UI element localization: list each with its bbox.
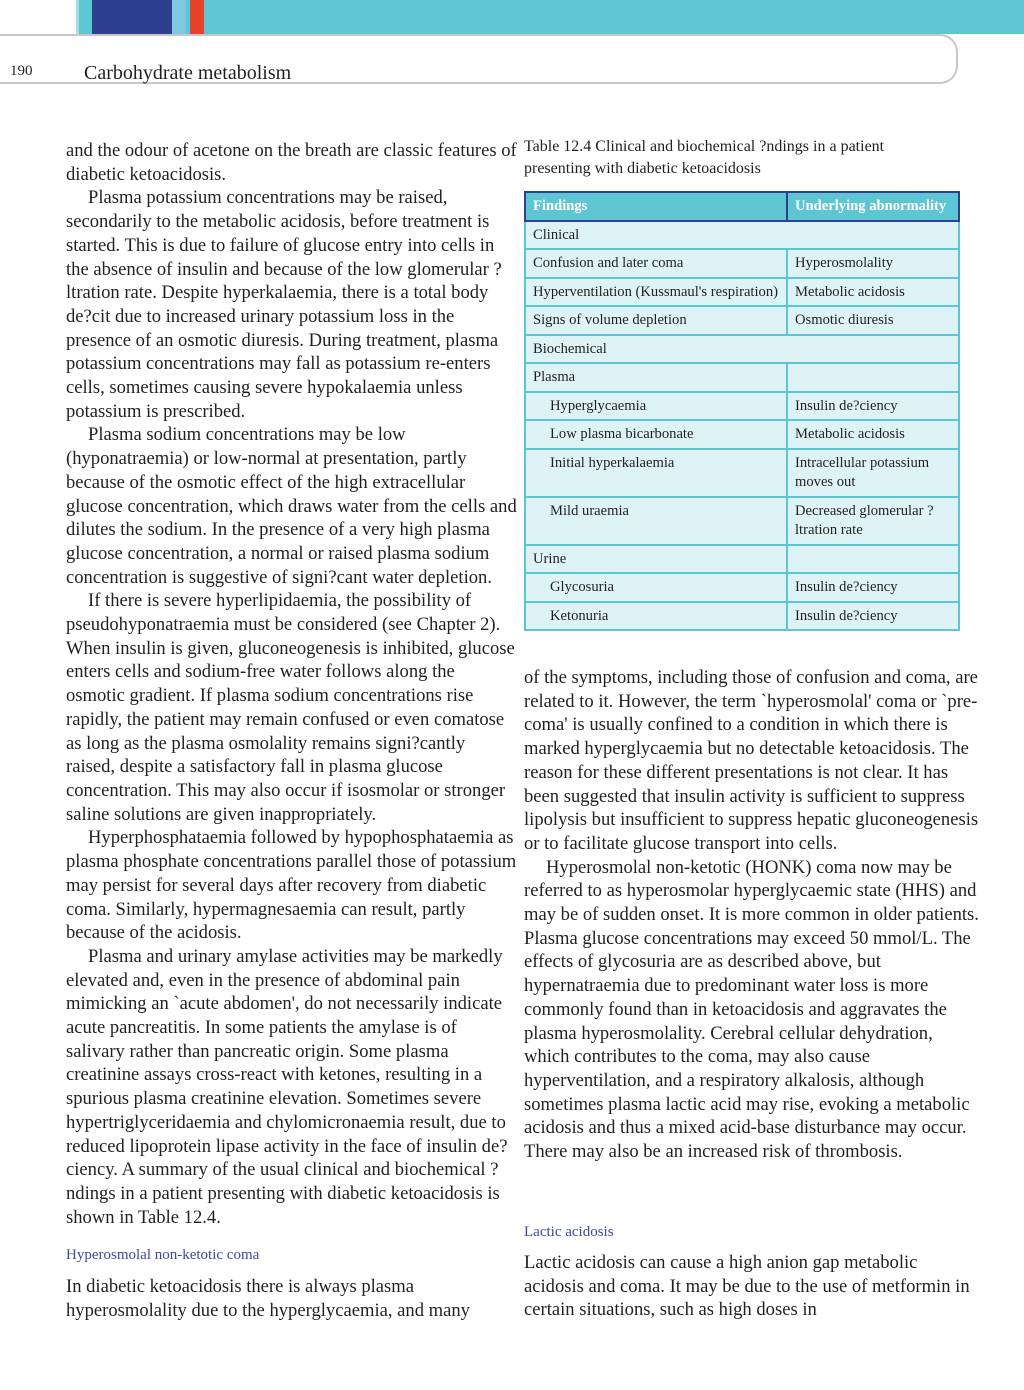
header-banner-red-block bbox=[190, 0, 204, 34]
header-banner-light-block bbox=[172, 0, 186, 34]
page-number: 190 bbox=[10, 63, 33, 79]
finding-cell: Hyperglycaemia bbox=[525, 392, 787, 421]
column-header-abnormality: Underlying abnormality bbox=[787, 192, 959, 221]
header-banner-white-block bbox=[0, 0, 76, 34]
abnormality-cell bbox=[787, 363, 959, 392]
table-header-row bbox=[525, 192, 959, 221]
section-heading-lactic-acidosis: Lactic acidosis bbox=[524, 1224, 614, 1240]
paragraph: If there is severe hyperlipidaemia, the possibility of pseudohyponatraemia must be considered (see Chapter 2). When insulin is given, gluconeogenesis is inhibited, glucose enters cells and sodium-free water follows along the osmotic gradient. If plasma sodium concentrations rise rapidly, the patient may remain confused or even comatose as long as the plasma osmolality remains signi?cantly raised, despite a satisfactory fall in plasma glucose concentration. This may also occur if isosmolar or stronger saline solutions are given inappropriately. bbox=[66, 590, 515, 825]
abnormality-cell bbox=[787, 545, 959, 574]
abnormality-cell: Metabolic acidosis bbox=[787, 420, 959, 449]
paragraph: Hyperosmolal non-ketotic (HONK) coma now may be referred to as hyperosmolar hyperglycaemic state (HHS) and may be of sudden onset. It is more common in older patients. Plasma glucose concentrations may exceed 50 mmol/L. The effects of glycosuria are as described above, but hypernatraemia due to predominant water loss is more commonly found than in ketoacidosis and aggravates the plasma hyperosmolality. Cerebral cellular dehydration, which contributes to the coma, may also cause hyperventilation, and a respiratory alkalosis, although sometimes plasma lactic acid may rise, evoking a metabolic acidosis and thus a mixed acid-base disturbance may occur. There may also be an increased risk of thrombosis. bbox=[524, 856, 979, 1163]
abnormality-cell: Intracellular potassium moves out bbox=[787, 449, 959, 497]
finding-cell: Low plasma bicarbonate bbox=[525, 420, 787, 449]
abnormality-cell: Decreased glomerular ?ltration rate bbox=[787, 497, 959, 545]
paragraph: Plasma potassium concentrations may be raised, secondarily to the metabolic acidosis, before treatment is started. This is due to failure of glucose entry into cells in the absence of insulin and because of the low glomerular ?ltration rate. Despite hyperkalaemia, there is a total body de?cit due to increased urinary potassium loss in the presence of an osmotic diuresis. During treatment, plasma potassium concentrations may fall as potassium re-enters cells, sometimes causing severe hypokalaemia unless potassium is prescribed. bbox=[66, 187, 502, 422]
header-banner-navy-block bbox=[92, 0, 172, 34]
table-row bbox=[525, 392, 959, 421]
finding-cell: Clinical bbox=[525, 221, 959, 250]
finding-cell: Confusion and later coma bbox=[525, 249, 787, 278]
table-row bbox=[525, 545, 959, 574]
table-row bbox=[525, 306, 959, 335]
finding-cell: Glycosuria bbox=[525, 573, 787, 602]
finding-cell: Hyperventilation (Kussmaul's respiration) bbox=[525, 278, 787, 307]
table-row bbox=[525, 278, 959, 307]
paragraph: Plasma sodium concentrations may be low (hyponatraemia) or low-normal at presentation, partly because of the osmotic effect of the high extracellular glucose concentration, which draws water from the cells and dilutes the sodium. In the presence of a very high plasma glucose concentration, a normal or raised plasma sodium concentration is suggestive of signi?cant water depletion. bbox=[66, 424, 517, 588]
column-header-findings: Findings bbox=[525, 192, 787, 221]
table-row bbox=[525, 420, 959, 449]
left-column-continuation bbox=[66, 1275, 518, 1322]
findings-table bbox=[524, 191, 960, 631]
paragraph: Hyperphosphataemia followed by hypophosphataemia as plasma phosphate concentrations parallel those of potassium may persist for several days after recovery from diabetic coma. Similarly, hypermagnesaemia can result, partly because of the acidosis. bbox=[66, 827, 517, 944]
finding-cell: Mild uraemia bbox=[525, 497, 787, 545]
abnormality-cell: Insulin de?ciency bbox=[787, 602, 959, 631]
right-column-continuation bbox=[524, 1251, 980, 1322]
running-head: Carbohydrate metabolism bbox=[84, 62, 292, 84]
left-column bbox=[66, 139, 518, 1229]
paragraph: In diabetic ketoacidosis there is always plasma hyperosmolality due to the hyperglycaemia, and many bbox=[66, 1276, 470, 1321]
table-row bbox=[525, 573, 959, 602]
abnormality-cell: Hyperosmolality bbox=[787, 249, 959, 278]
right-column bbox=[524, 666, 980, 1164]
paragraph: of the symptoms, including those of confusion and coma, are related to it. However, the term `hyperosmolal' coma or `pre-coma' is usually confined to a condition in which there is marked hyperglycaemia but no detectable ketoacidosis. The reason for these different presentations is not clear. It has been suggested that insulin activity is sufficient to suppress lipolysis but insufficient to suppress hepatic gluconeogenesis or to facilitate glucose transport into cells. bbox=[524, 667, 979, 854]
abnormality-cell: Insulin de?ciency bbox=[787, 573, 959, 602]
abnormality-cell: Osmotic diuresis bbox=[787, 306, 959, 335]
table-row bbox=[525, 602, 959, 631]
table-row bbox=[525, 335, 959, 364]
table-row bbox=[525, 449, 959, 497]
table-row bbox=[525, 363, 959, 392]
abnormality-cell: Metabolic acidosis bbox=[787, 278, 959, 307]
finding-cell: Urine bbox=[525, 545, 787, 574]
finding-cell: Signs of volume depletion bbox=[525, 306, 787, 335]
header-banner-stripe bbox=[76, 0, 79, 34]
paragraph: and the odour of acetone on the breath are classic features of diabetic ketoacidosis. bbox=[66, 140, 517, 185]
table-caption: Table 12.4 Clinical and biochemical ?ndings in a patient presenting with diabetic ketoacidosis bbox=[524, 138, 885, 177]
abnormality-cell: Insulin de?ciency bbox=[787, 392, 959, 421]
section-heading-hyperosmolal: Hyperosmolal non-ketotic coma bbox=[66, 1247, 260, 1263]
paragraph: Lactic acidosis can cause a high anion gap metabolic acidosis and coma. It may be due to the use of metformin in certain situations, such as high doses in bbox=[524, 1252, 970, 1321]
finding-cell: Ketonuria bbox=[525, 602, 787, 631]
table-row bbox=[525, 497, 959, 545]
table-row bbox=[525, 221, 959, 250]
finding-cell: Initial hyperkalaemia bbox=[525, 449, 787, 497]
finding-cell: Plasma bbox=[525, 363, 787, 392]
table-row bbox=[525, 249, 959, 278]
finding-cell: Biochemical bbox=[525, 335, 959, 364]
paragraph: Plasma and urinary amylase activities may be markedly elevated and, even in the presence of abdominal pain mimicking an `acute abdomen', do not necessarily indicate acute pancreatitis. In some patients the amylase is of salivary rather than pancreatic origin. Some plasma creatinine assays cross-react with ketones, resulting in a spurious plasma creatinine elevation. Sometimes severe hypertriglyceridaemia and chylomicronaemia result, due to reduced lipoprotein lipase activity in the face of insulin de?ciency. A summary of the usual clinical and biochemical ?ndings in a patient presenting with diabetic ketoacidosis is shown in Table 12.4. bbox=[66, 945, 508, 1228]
